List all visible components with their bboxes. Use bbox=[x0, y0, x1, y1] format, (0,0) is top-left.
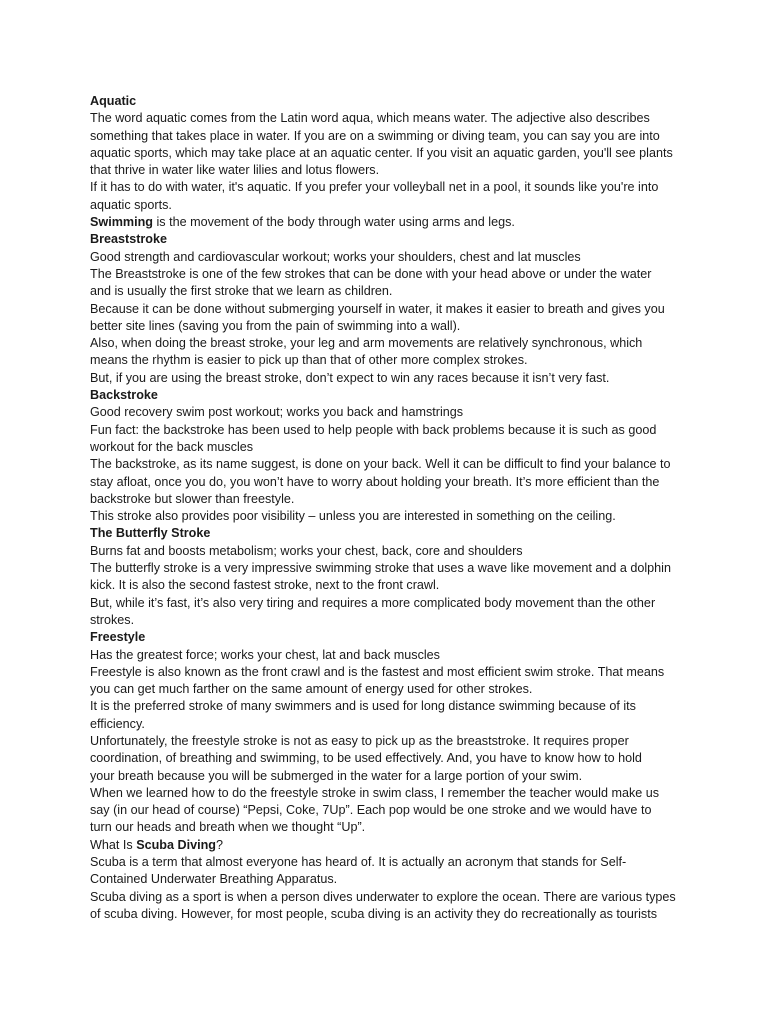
section-heading: Freestyle bbox=[90, 630, 146, 645]
paragraph-line: The backstroke, as its name suggest, is done on your back. Well it can be difficult to find your balance to bbox=[90, 457, 671, 472]
paragraph-line: aquatic sports, which may take place at an aquatic center. If you visit an aquatic garden, you'll see plants bbox=[90, 145, 673, 160]
paragraph-line: of scuba diving. However, for most people, scuba diving is an activity they do recreationally as tourists bbox=[90, 906, 658, 921]
paragraph-line: aquatic sports. bbox=[90, 197, 172, 212]
paragraph-line: workout for the back muscles bbox=[90, 439, 254, 454]
paragraph-line: But, if you are using the breast stroke, don’t expect to win any races because it isn’t very fast. bbox=[90, 370, 610, 385]
paragraph-line: strokes. bbox=[90, 612, 135, 627]
paragraph-line: that thrive in water like water lilies and lotus flowers. bbox=[90, 163, 380, 178]
paragraph-line: means the rhythm is easier to pick up than that of other more complex strokes. bbox=[90, 353, 528, 368]
paragraph-line: If it has to do with water, it's aquatic. If you prefer your volleyball net in a pool, it sounds like you're into bbox=[90, 180, 659, 195]
paragraph-line: kick. It is also the second fastest stroke, next to the front crawl. bbox=[90, 578, 440, 593]
paragraph-line: Has the greatest force; works your chest, lat and back muscles bbox=[90, 647, 440, 662]
paragraph-line: Unfortunately, the freestyle stroke is not as easy to pick up as the breaststroke. It requires proper bbox=[90, 733, 629, 748]
document-body bbox=[90, 93, 690, 923]
paragraph-line: The word aquatic comes from the Latin word aqua, which means water. The adjective also describes bbox=[90, 111, 650, 126]
paragraph-line: Good recovery swim post workout; works you back and hamstrings bbox=[90, 405, 464, 420]
line-text: is the movement of the body through water using arms and legs. bbox=[152, 215, 515, 230]
paragraph-line: Fun fact: the backstroke has been used to help people with back problems because it is such as good bbox=[90, 422, 657, 437]
paragraph-line: The Breaststroke is one of the few strokes that can be done with your head above or under the water bbox=[90, 266, 652, 281]
paragraph-line: better site lines (saving you from the pain of swimming into a wall). bbox=[90, 318, 461, 333]
line-text: What Is bbox=[90, 837, 137, 852]
section-heading: Backstroke bbox=[90, 388, 158, 403]
section-heading: Aquatic bbox=[90, 94, 137, 108]
bold-term: Swimming bbox=[90, 215, 153, 230]
paragraph-line: your breath because you will be submerged in the water for a large portion of your swim. bbox=[90, 768, 583, 783]
paragraph-line: When we learned how to do the freestyle stroke in swim class, I remember the teacher would make us bbox=[90, 785, 660, 800]
paragraph-line: The butterfly stroke is a very impressive swimming stroke that uses a wave like movement and a dolphin bbox=[90, 561, 671, 576]
paragraph-line: Scuba diving as a sport is when a person dives underwater to explore the ocean. There are various types bbox=[90, 889, 676, 904]
paragraph-line: efficiency. bbox=[90, 716, 145, 731]
paragraph-line: turn our heads and breath when we thought “Up”. bbox=[90, 820, 366, 835]
paragraph-line: Contained Underwater Breathing Apparatus. bbox=[90, 872, 338, 887]
line-text: ? bbox=[215, 837, 223, 852]
paragraph-line: Freestyle is also known as the front crawl and is the fastest and most efficient swim stroke. That means bbox=[90, 664, 665, 679]
paragraph-line: Because it can be done without submerging yourself in water, it makes it easier to breath and gives you bbox=[90, 301, 665, 316]
paragraph-line: It is the preferred stroke of many swimmers and is used for long distance swimming because of its bbox=[90, 699, 636, 714]
paragraph-line: something that takes place in water. If you are on a swimming or diving team, you can say you are into bbox=[90, 128, 660, 143]
paragraph-line: say (in our head of course) “Pepsi, Coke, 7Up”. Each pop would be one stroke and we would have to bbox=[90, 803, 652, 818]
section-heading: Breaststroke bbox=[90, 232, 168, 247]
section-heading bbox=[90, 837, 690, 854]
paragraph-line: This stroke also provides poor visibility – unless you are interested in something on the ceiling. bbox=[90, 509, 616, 524]
paragraph-line: you can get much farther on the same amount of energy used for other strokes. bbox=[90, 682, 533, 697]
paragraph-line: and is usually the first stroke that we learn as children. bbox=[90, 284, 393, 299]
paragraph-line: Burns fat and boosts metabolism; works your chest, back, core and shoulders bbox=[90, 543, 523, 558]
bold-term: Scuba Diving bbox=[136, 837, 216, 852]
paragraph-line: coordination, of breathing and swimming, to be used effectively. And, you have to know how to hold bbox=[90, 751, 642, 766]
paragraph-line bbox=[90, 214, 690, 231]
paragraph-line: But, while it’s fast, it’s also very tiring and requires a more complicated body movement than the other bbox=[90, 595, 656, 610]
paragraph-line: Also, when doing the breast stroke, your leg and arm movements are relatively synchronous, which bbox=[90, 336, 643, 351]
paragraph-line: Good strength and cardiovascular workout; works your shoulders, chest and lat muscles bbox=[90, 249, 581, 264]
paragraph-line: Scuba is a term that almost everyone has heard of. It is actually an acronym that stands for Self- bbox=[90, 855, 627, 870]
paragraph-line: stay afloat, once you do, you won’t have to worry about holding your breath. It’s more efficient than the bbox=[90, 474, 660, 489]
paragraph-line: backstroke but slower than freestyle. bbox=[90, 491, 295, 506]
section-heading: The Butterfly Stroke bbox=[90, 526, 211, 541]
